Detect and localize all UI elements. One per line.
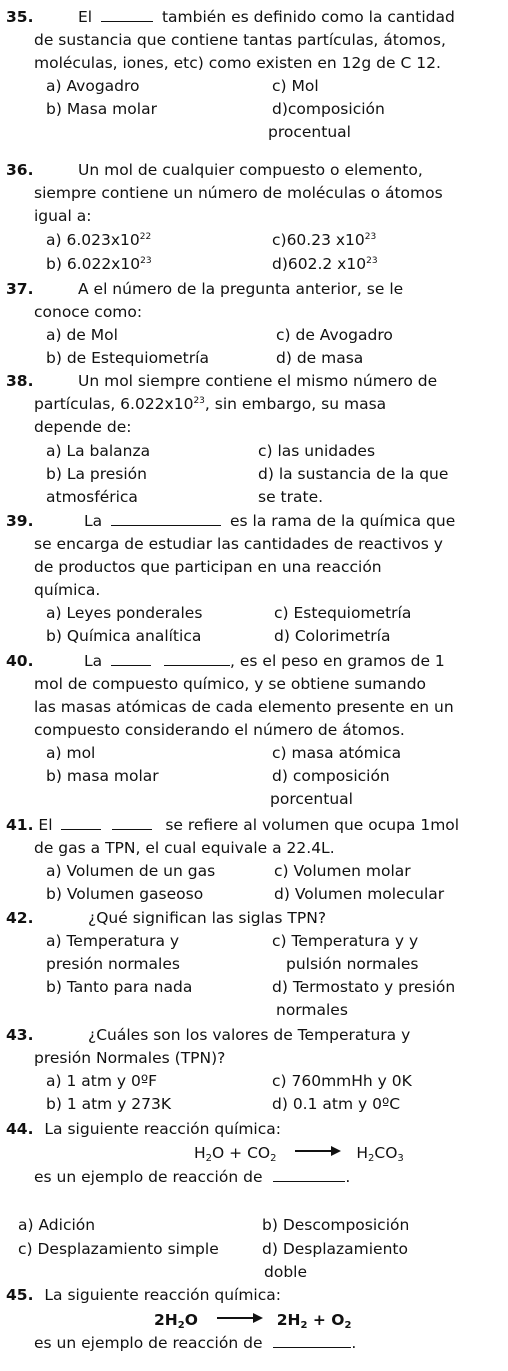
question-text: compuesto considerando el número de átomos. (34, 721, 405, 739)
question-text: se encarga de estudiar las cantidades de reactivos y (34, 535, 443, 553)
question-text: Un mol siempre contiene el mismo número de (78, 372, 438, 390)
question-number: 38. (6, 372, 34, 390)
option-d: d) composición (272, 767, 390, 785)
reactants: $2H_2O$ (154, 1311, 198, 1331)
option-d: d) Volumen molecular (274, 885, 445, 903)
question-text: La siguiente reacción química: (44, 1286, 281, 1304)
period: . (345, 1168, 351, 1186)
option-d-continued: procentual (268, 123, 351, 141)
question-text: se refiere al volumen que ocupa 1mol (165, 816, 460, 834)
question-number: 42. (6, 909, 34, 927)
question-text: El (38, 816, 53, 834)
option-d: d) 0.1 atm y 0ºC (272, 1095, 401, 1113)
option-d (272, 253, 378, 276)
option-b: b) Química analítica (46, 627, 202, 645)
option-d: d) Desplazamiento (262, 1240, 408, 1258)
option-d-continued: normales (276, 1001, 348, 1019)
question-text: ¿Qué significan las siglas TPN? (88, 909, 327, 927)
text-part: , sin embargo, su masa (204, 395, 387, 413)
question-text: La siguiente reacción química: (44, 1120, 281, 1138)
option-c: c) de Avogadro (276, 326, 393, 344)
products: $H_2CO_3$ (356, 1144, 404, 1164)
question-number: 41. (6, 816, 34, 834)
answer-blank (273, 1167, 345, 1182)
question-text: , es el peso en gramos de 1 (230, 652, 445, 670)
chemical-equation (154, 1309, 351, 1331)
question-text: de sustancia que contiene tantas partículas, átomos, (34, 31, 446, 49)
chemical-equation (194, 1142, 404, 1164)
question-text: igual a: (34, 207, 92, 225)
option-text: d)602.2 x10 (272, 255, 367, 273)
option-a: a) 1 atm y 0ºF (46, 1072, 158, 1090)
option-a-continued: presión normales (46, 955, 180, 973)
arrow-right-icon (295, 1146, 341, 1156)
option-a (46, 229, 151, 252)
option-d-continued: se trate. (258, 488, 324, 506)
answer-blank (111, 511, 221, 526)
option-c (272, 229, 376, 252)
option-d-continued: porcentual (270, 790, 353, 808)
option-b: b) de Estequiometría (46, 349, 209, 367)
option-c: c) Estequiometría (274, 604, 412, 622)
option-b: b) Descomposición (262, 1216, 410, 1234)
option-c: c) Desplazamiento simple (18, 1240, 219, 1258)
option-c: c) Mol (272, 77, 319, 95)
option-a: a) Adición (18, 1216, 96, 1234)
option-text: b) 6.022x10 (46, 255, 141, 273)
question-text: química. (34, 581, 101, 599)
question-number: 40. (6, 652, 34, 670)
option-c: c) Volumen molar (274, 862, 411, 880)
products: $2H_2 + O_2$ (276, 1311, 352, 1331)
answer-blank (101, 7, 153, 22)
question-text: moléculas, iones, etc) como existen en 12g de C 12. (34, 54, 441, 72)
question-text: depende de: (34, 418, 132, 436)
option-c: c) masa atómica (272, 744, 402, 762)
option-c: c) Temperatura y y (272, 932, 419, 950)
question-text: presión Normales (TPN)? (34, 1049, 226, 1067)
question-text: El (78, 8, 93, 26)
option-d: d) Colorimetría (274, 627, 391, 645)
question-number: 37. (6, 280, 34, 298)
option-b: b) Volumen gaseoso (46, 885, 204, 903)
option-c: c) 760mmHh y 0K (272, 1072, 412, 1090)
question-text: La (84, 512, 103, 530)
answer-blank (273, 1333, 351, 1348)
reactants: $H_2O + CO_2$ (194, 1144, 277, 1164)
arrow-right-icon (217, 1313, 263, 1323)
answer-blank (61, 815, 101, 830)
question-text: conoce como: (34, 303, 143, 321)
exponent: 23 (140, 256, 152, 266)
question-text: de productos que participan en una reacción (34, 558, 382, 576)
question-text: también es definido como la cantidad (161, 8, 455, 26)
question-text: es la rama de la química que (230, 512, 456, 530)
question-number: 45. (6, 1286, 34, 1304)
option-b-continued: atmosférica (46, 488, 138, 506)
option-d: d) Termostato y presión (272, 978, 456, 996)
option-b: b) Masa molar (46, 100, 157, 118)
option-b: b) Tanto para nada (46, 978, 193, 996)
question-text: A el número de la pregunta anterior, se le (78, 280, 404, 298)
question-number: 36. (6, 161, 34, 179)
question-number: 43. (6, 1026, 34, 1044)
option-a: a) La balanza (46, 442, 151, 460)
option-d: d)composición (272, 100, 385, 118)
option-text: c)60.23 x10 (272, 231, 365, 249)
option-c: c) las unidades (258, 442, 376, 460)
question-number: 35. (6, 8, 34, 26)
question-text (34, 393, 386, 415)
option-d-continued: doble (264, 1263, 308, 1281)
question-text: La (84, 652, 103, 670)
option-a: a) Leyes ponderales (46, 604, 203, 622)
option-a: a) Temperatura y (46, 932, 180, 950)
question-text: es un ejemplo de reacción de (34, 1334, 263, 1352)
option-c-continued: pulsión normales (286, 955, 419, 973)
exponent: 23 (364, 232, 377, 242)
option-d: d) la sustancia de la que (258, 465, 449, 483)
exponent: 22 (139, 232, 152, 242)
option-text: a) 6.023x10 (46, 231, 140, 249)
option-b (46, 253, 152, 276)
question-number: 39. (6, 512, 34, 530)
answer-blank (111, 651, 151, 666)
option-d: d) de masa (276, 349, 364, 367)
question-number: 44. (6, 1120, 34, 1138)
question-text: mol de compuesto químico, y se obtiene sumando (34, 675, 427, 693)
question-text: de gas a TPN, el cual equivale a 22.4L. (34, 839, 335, 857)
option-a: a) de Mol (46, 326, 118, 344)
question-text: es un ejemplo de reacción de (34, 1168, 263, 1186)
answer-blank (112, 815, 152, 830)
option-a: a) Volumen de un gas (46, 862, 216, 880)
option-a: a) mol (46, 744, 96, 762)
option-b: b) 1 atm y 273K (46, 1095, 172, 1113)
exponent: 23 (193, 396, 205, 406)
period: . (351, 1334, 357, 1352)
option-a: a) Avogadro (46, 77, 140, 95)
question-text: Un mol de cualquier compuesto o elemento, (78, 161, 423, 179)
question-text: siempre contiene un número de moléculas o átomos (34, 184, 443, 202)
answer-blank (164, 651, 230, 666)
question-text: las masas atómicas de cada elemento presente en un (34, 698, 454, 716)
option-b: b) La presión (46, 465, 147, 483)
text-part: partículas, 6.022x10 (34, 395, 194, 413)
question-text: ¿Cuáles son los valores de Temperatura y (88, 1026, 411, 1044)
option-b: b) masa molar (46, 767, 159, 785)
exponent: 23 (366, 256, 378, 266)
